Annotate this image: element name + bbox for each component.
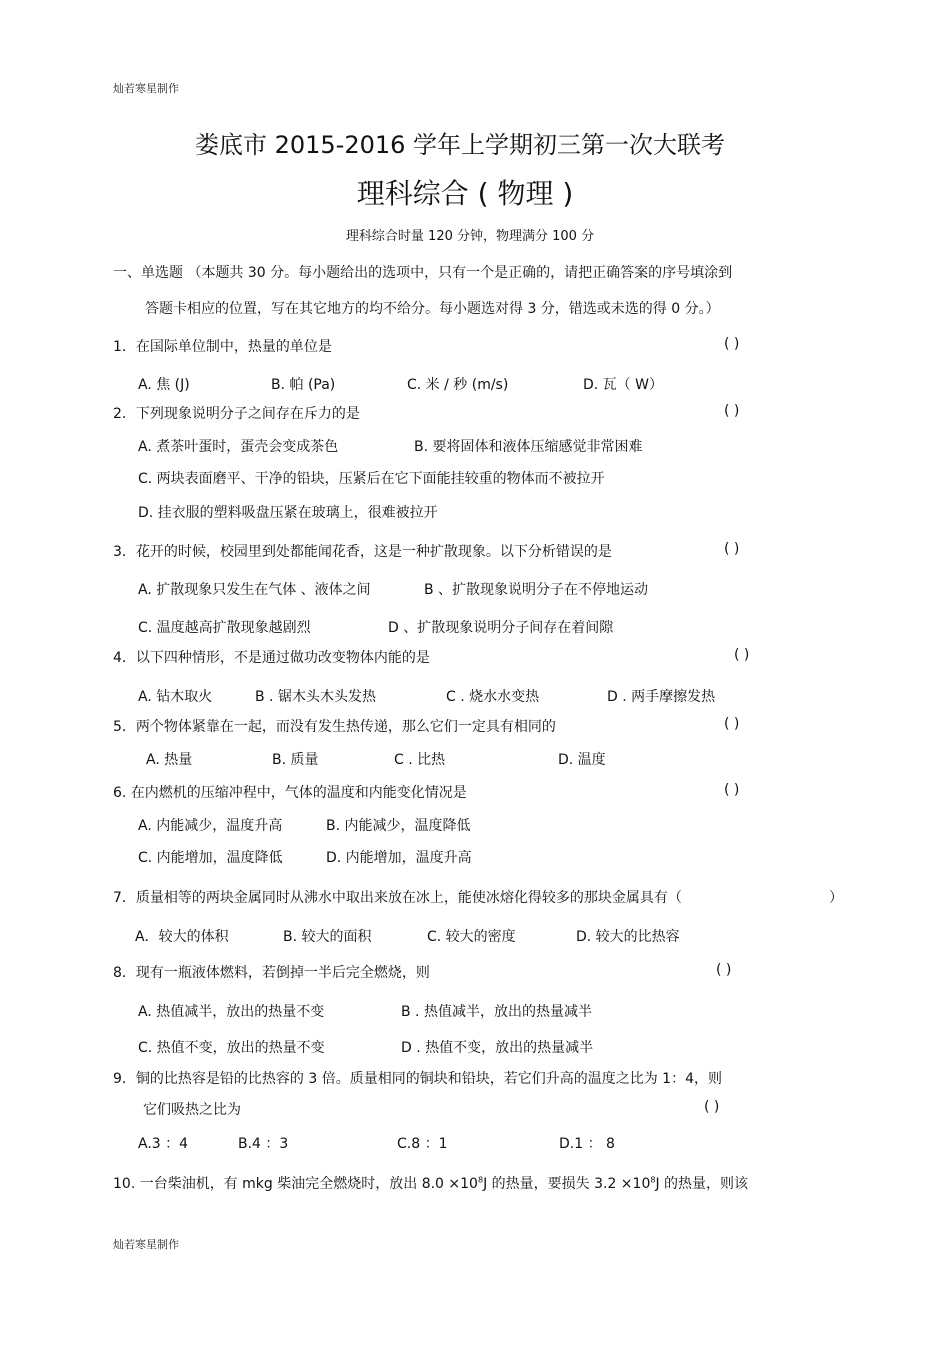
question-5-option-d: D. 温度 [558, 752, 606, 768]
subject-title: 理科综合 ( 物理 ) [356, 177, 574, 210]
question-1-answer-blank: ( ) [724, 336, 740, 352]
question-4-option-c: C . 烧水水变热 [446, 689, 540, 705]
question-2-option-d: D. 挂衣服的塑料吸盘压紧在玻璃上，很难被拉开 [138, 505, 438, 521]
question-9-option-a: A.3 ：4 [138, 1136, 189, 1152]
question-9-option-c: C.8 ：1 [397, 1136, 448, 1152]
section-instructions-line2: 答题卡相应的位置，写在其它地方的均不给分。每小题选对得 3 分，错选或未选的得 0 分。） [145, 301, 720, 317]
question-8-answer-blank: ( ) [716, 962, 732, 978]
question-7-option-b: B. 较大的面积 [283, 929, 372, 945]
question-2-answer-blank: ( ) [724, 403, 740, 419]
question-8-option-d: D . 热值不变，放出的热量减半 [401, 1040, 594, 1056]
question-7-answer-blank: ） [829, 890, 843, 906]
question-6-option-c: C. 内能增加，温度降低 [138, 850, 283, 866]
question-1-option-a: A. 焦 (J) [138, 377, 190, 393]
question-9-option-d: D.1 ： 8 [559, 1136, 615, 1152]
question-4-option-d: D . 两手摩擦发热 [607, 689, 716, 705]
question-4-option-a: A. 钻木取火 [138, 689, 213, 705]
question-10-stem [113, 1173, 748, 1193]
question-2-stem: 2．下列现象说明分子之间存在斥力的是 [113, 406, 360, 422]
question-6-stem: 6. 在内燃机的压缩冲程中，气体的温度和内能变化情况是 [113, 785, 467, 801]
question-9-option-b: B.4 ：3 [238, 1136, 289, 1152]
question-1-option-b: B. 帕 (Pa) [271, 377, 336, 393]
footer-watermark: 灿若寒星制作 [113, 1238, 179, 1251]
question-7-stem: 7．质量相等的两块金属同时从沸水中取出来放在冰上，能使冰熔化得较多的那块金属具有（ [113, 890, 682, 906]
question-3-answer-blank: ( ) [724, 541, 740, 557]
question-5-option-a: A. 热量 [146, 752, 193, 768]
question-2-option-a: A. 煮茶叶蛋时，蛋壳会变成茶色 [138, 439, 339, 455]
question-3-option-b: B 、扩散现象说明分子在不停地运动 [424, 582, 649, 598]
page-title: 娄底市 2015-2016 学年上学期初三第一次大联考 [194, 131, 726, 159]
question-9-stem-line2: 它们吸热之比为 [143, 1102, 241, 1118]
question-4-stem: 4．以下四种情形，不是通过做功改变物体内能的是 [113, 650, 430, 666]
question-6-option-d: D. 内能增加，温度升高 [326, 850, 472, 866]
question-9-stem: 9．铜的比热容是铅的比热容的 3 倍。质量相同的铜块和铅块，若它们升高的温度之比为 1：4，则 [113, 1071, 722, 1087]
question-5-option-c: C . 比热 [394, 752, 446, 768]
question-5-stem: 5．两个物体紧靠在一起，而没有发生热传递，那么它们一定具有相同的 [113, 719, 556, 735]
question-6-answer-blank: ( ) [724, 782, 740, 798]
question-1-stem: 1．在国际单位制中，热量的单位是 [113, 339, 332, 355]
question-10-exponent-2: 8 [650, 1175, 656, 1185]
exam-info: 理科综合时量 120 分钟，物理满分 100 分 [345, 229, 595, 244]
question-3-option-c: C. 温度越高扩散现象越剧烈 [138, 620, 311, 636]
question-4-answer-blank: ( ) [734, 647, 750, 663]
question-7-option-c: C. 较大的密度 [427, 929, 516, 945]
section-instructions-line1: 一、单选题 （本题共 30 分。每小题给出的选项中，只有一个是正确的，请把正确答案的序号填涂到 [113, 265, 733, 281]
question-6-option-a: A. 内能减少，温度升高 [138, 818, 283, 834]
question-10-text-part2: J 的热量，要损失 3.2 ×10 [483, 1176, 651, 1192]
question-3-stem: 3．花开的时候，校园里到处都能闻花香，这是一种扩散现象。以下分析错误的是 [113, 544, 612, 560]
question-9-answer-blank: ( ) [704, 1099, 720, 1115]
question-10-text-part3: J 的热量，则该 [655, 1176, 749, 1192]
question-3-option-d: D 、扩散现象说明分子间存在着间隙 [388, 620, 614, 636]
question-5-answer-blank: ( ) [724, 716, 740, 732]
question-8-option-c: C. 热值不变，放出的热量不变 [138, 1040, 325, 1056]
question-2-option-b: B. 要将固体和液体压缩感觉非常困难 [414, 439, 643, 455]
question-10-exponent-1: 8 [477, 1175, 484, 1185]
question-3-option-a: A. 扩散现象只发生在气体 、液体之间 [138, 582, 371, 598]
question-7-option-d: D. 较大的比热容 [576, 929, 680, 945]
question-4-option-b: B . 锯木头木头发热 [255, 689, 376, 705]
question-1-option-d: D. 瓦（ W） [583, 377, 663, 393]
question-7-option-a: A．较大的体积 [135, 929, 229, 945]
question-6-option-b: B. 内能减少，温度降低 [326, 818, 471, 834]
question-8-option-a: A. 热值减半，放出的热量不变 [138, 1004, 325, 1020]
header-watermark: 灿若寒星制作 [113, 82, 179, 95]
question-5-option-b: B. 质量 [272, 752, 319, 768]
question-8-stem: 8．现有一瓶液体燃料，若倒掉一半后完全燃烧，则 [113, 965, 430, 981]
question-1-option-c: C. 米 / 秒 (m/s) [407, 377, 509, 393]
question-2-option-c: C. 两块表面磨平、干净的铅块，压紧后在它下面能挂较重的物体而不被拉开 [138, 471, 605, 487]
question-8-option-b: B . 热值减半，放出的热量减半 [401, 1004, 592, 1020]
question-10-text-part1: 10. 一台柴油机，有 mkg 柴油完全燃烧时，放出 8.0 ×10 [113, 1176, 478, 1192]
